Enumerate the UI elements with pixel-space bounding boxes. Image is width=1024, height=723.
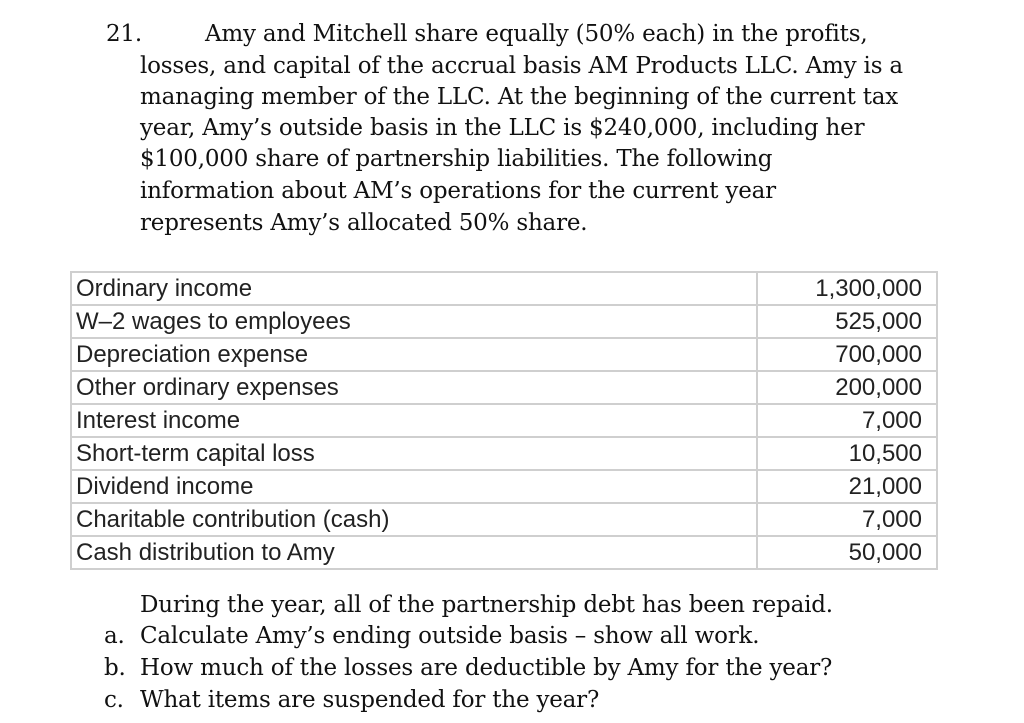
row-label: Interest income bbox=[71, 404, 757, 437]
row-label: Ordinary income bbox=[71, 272, 757, 305]
row-value: 10,500 bbox=[757, 437, 937, 470]
subquestion-letter: b. bbox=[104, 655, 126, 681]
question-line: year, Amy’s outside basis in the LLC is $240,000, including her bbox=[140, 115, 865, 141]
table-row bbox=[71, 503, 937, 536]
question-line: losses, and capital of the accrual basis AM Products LLC. Amy is a bbox=[140, 53, 903, 79]
row-value: 1,300,000 bbox=[757, 272, 937, 305]
question-line: $100,000 share of partnership liabilities. The following bbox=[140, 146, 773, 172]
subquestion-text: Calculate Amy’s ending outside basis – show all work. bbox=[140, 623, 760, 649]
row-label: Other ordinary expenses bbox=[71, 371, 757, 404]
row-value: 7,000 bbox=[757, 404, 937, 437]
row-value: 7,000 bbox=[757, 503, 937, 536]
subquestion-letter: a. bbox=[104, 623, 125, 649]
row-label: Cash distribution to Amy bbox=[71, 536, 757, 569]
question-number: 21. bbox=[106, 21, 142, 47]
question-line: represents Amy’s allocated 50% share. bbox=[140, 210, 588, 236]
debt-note: During the year, all of the partnership debt has been repaid. bbox=[140, 592, 833, 618]
row-value: 200,000 bbox=[757, 371, 937, 404]
table-row bbox=[71, 272, 937, 305]
row-value: 21,000 bbox=[757, 470, 937, 503]
subquestion-text: How much of the losses are deductible by Amy for the year? bbox=[140, 655, 833, 681]
table-row bbox=[71, 338, 937, 371]
row-label: Short-term capital loss bbox=[71, 437, 757, 470]
table-row bbox=[71, 437, 937, 470]
row-value: 700,000 bbox=[757, 338, 937, 371]
table-row bbox=[71, 305, 937, 338]
row-value: 50,000 bbox=[757, 536, 937, 569]
table-row bbox=[71, 404, 937, 437]
question-line: Amy and Mitchell share equally (50% each) in the profits, bbox=[205, 21, 868, 47]
row-label: Charitable contribution (cash) bbox=[71, 503, 757, 536]
row-label: Dividend income bbox=[71, 470, 757, 503]
table-row bbox=[71, 371, 937, 404]
row-value: 525,000 bbox=[757, 305, 937, 338]
subquestion-text: What items are suspended for the year? bbox=[140, 687, 600, 713]
question-line: managing member of the LLC. At the beginning of the current tax bbox=[140, 84, 899, 110]
subquestion-letter: c. bbox=[104, 687, 124, 713]
row-label: W–2 wages to employees bbox=[71, 305, 757, 338]
question-line: information about AM’s operations for the current year bbox=[140, 178, 776, 204]
table-row bbox=[71, 536, 937, 569]
share-table bbox=[70, 271, 938, 570]
table-row bbox=[71, 470, 937, 503]
row-label: Depreciation expense bbox=[71, 338, 757, 371]
